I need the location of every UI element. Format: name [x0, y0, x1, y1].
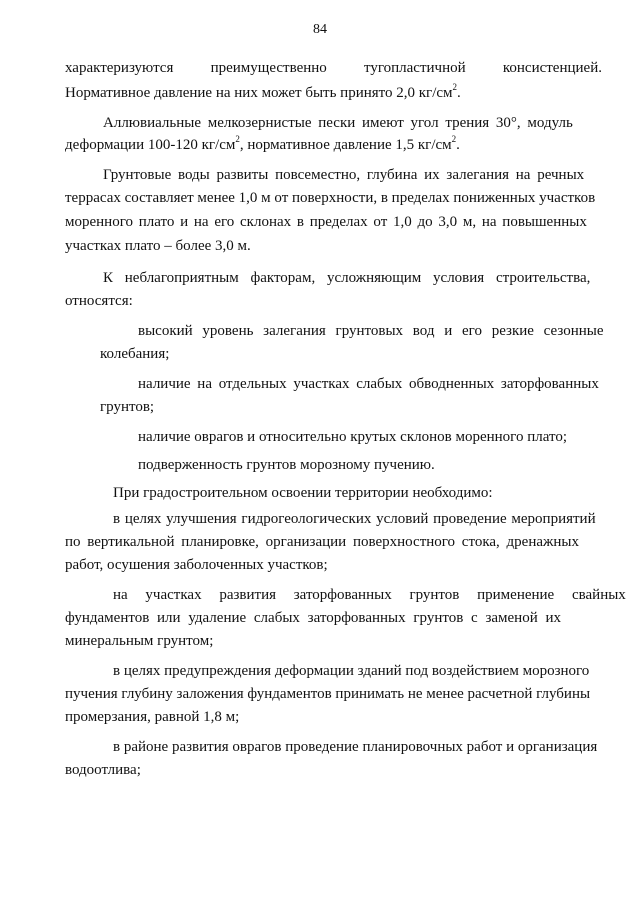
text-line-23: минеральным грунтом; — [65, 633, 214, 649]
word: консистенцией. — [502, 60, 602, 76]
text-span: . — [456, 137, 460, 153]
text-line-8: участках плато – более 3,0 м. — [65, 238, 251, 254]
text-line-28: водоотлива; — [65, 762, 141, 778]
superscript: 2 — [235, 134, 240, 144]
text-line-10: относятся: — [65, 293, 133, 309]
text-line-26: промерзания, равной 1,8 м; — [65, 709, 240, 725]
text-line-21: на участках развития заторфованных грунтов применение свайных — [113, 587, 626, 603]
text-span: , нормативное давление 1,5 кг/см — [239, 137, 452, 153]
text-span: Нормативное давление на них может быть принято 2,0 кг/см — [65, 85, 453, 101]
word: преимущественно — [210, 60, 327, 76]
text-span: деформации 100-120 кг/см — [65, 137, 236, 153]
text-line-7: моренного плато и на его склонах в пределах от 1,0 до 3,0 м, на повышенных — [65, 214, 587, 230]
text-line-4 — [65, 136, 460, 154]
text-line-22: фундаментов или удаление слабых заторфованных грунтов с заменой их — [65, 610, 562, 626]
text-line-16: подверженность грунтов морозному пучению. — [138, 457, 435, 473]
superscript: 2 — [451, 134, 457, 144]
text-line-13: наличие на отдельных участках слабых обводненных заторфованных — [138, 376, 599, 392]
word: тугопластичной — [364, 60, 466, 76]
text-line-11: высокий уровень залегания грунтовых вод и его резкие сезонные — [138, 323, 604, 339]
text-line-14: грунтов; — [100, 399, 155, 415]
text-line-6: террасах составляет менее 1,0 м от поверхности, в пределах пониженных участков — [65, 190, 596, 206]
text-line-17: При градостроительном освоении территории необходимо: — [113, 485, 493, 501]
text-line-19: по вертикальной планировке, организации поверхностного стока, дренажных — [65, 534, 579, 550]
text-line-2 — [65, 84, 461, 102]
superscript: 2 — [452, 82, 458, 92]
text-span: . — [457, 85, 461, 101]
text-line-9: К неблагоприятным факторам, усложняющим условия строительства, — [103, 270, 591, 286]
text-line-27: в районе развития оврагов проведение планировочных работ и организация — [113, 739, 598, 755]
text-line-15: наличие оврагов и относительно крутых склонов моренного плато; — [138, 429, 568, 445]
text-line-5: Грунтовые воды развиты повсеместно, глубина их залегания на речных — [103, 167, 585, 183]
text-line-18: в целях улучшения гидрогеологических условий проведение мероприятий — [113, 511, 596, 527]
word: характеризуются — [65, 60, 174, 76]
page-number: 84 — [313, 22, 327, 37]
text-line-25: пучения глубину заложения фундаментов принимать не менее расчетной глубины — [65, 686, 591, 702]
text-line-3: Аллювиальные мелкозернистые пески имеют угол трения 30°, модуль — [103, 115, 573, 131]
text-line-20: работ, осушения заболоченных участков; — [65, 557, 328, 573]
text-line-24: в целях предупреждения деформации зданий под воздействием морозного — [113, 663, 590, 679]
text-line-12: колебания; — [100, 346, 170, 362]
text-line-1 — [65, 59, 602, 77]
